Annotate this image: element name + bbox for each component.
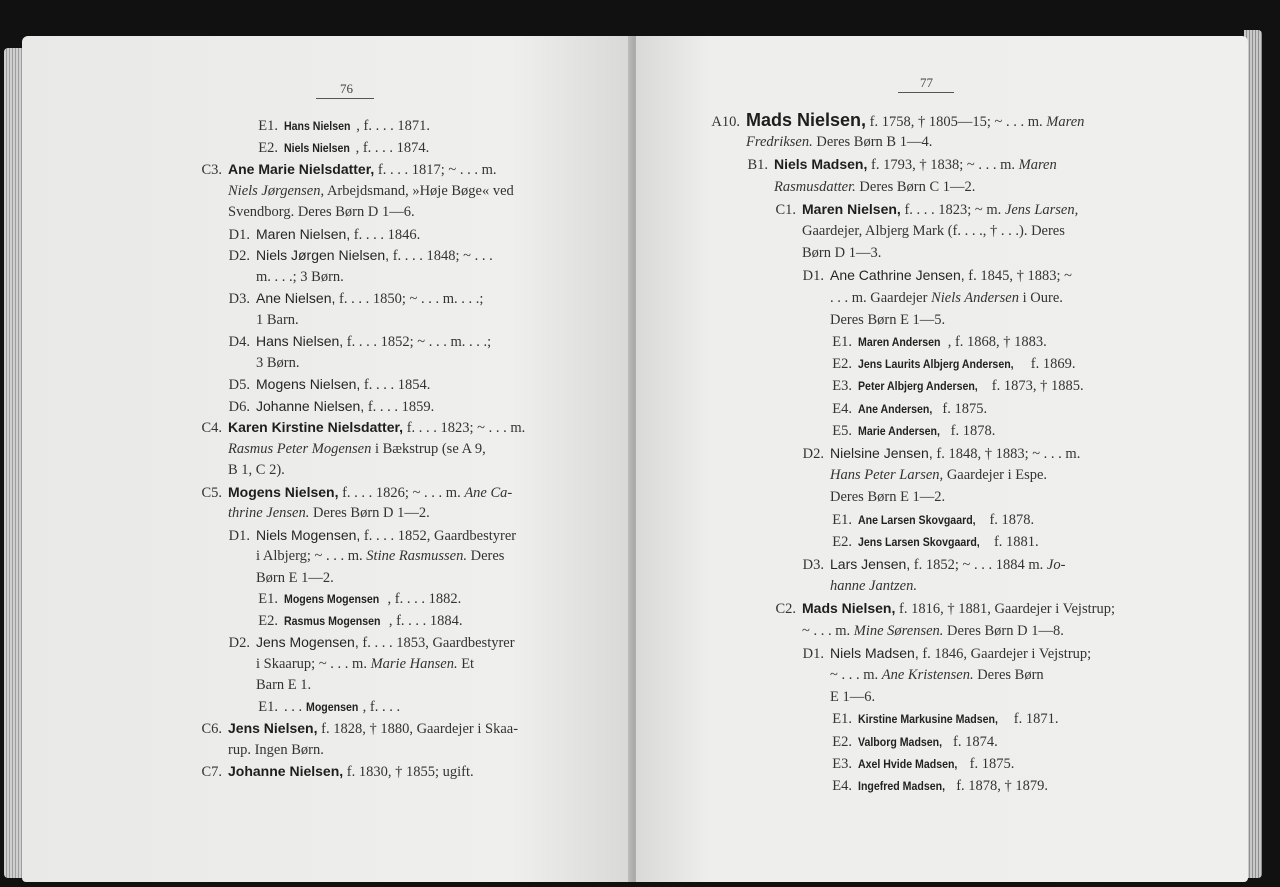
entry-line (192, 159, 497, 180)
person-name: Jens Laurits Albjerg Andersen, (858, 359, 1014, 372)
entry-label: E1. (832, 711, 852, 728)
entry-line (822, 399, 987, 420)
page-number-right: 77 (920, 75, 933, 90)
page-number-rule-right (898, 92, 954, 93)
person-name: Ane Cathrine Jensen, (830, 267, 965, 284)
entry-line (794, 265, 1072, 286)
person-name: Johanne Nielsen, (228, 763, 344, 779)
person-name: Hans Nielsen (284, 121, 351, 133)
person-name: Mogens Nielsen, (228, 483, 339, 500)
entry-text: Et (457, 655, 475, 672)
spouse-name: Hans Peter Larsen, (830, 467, 944, 484)
entry-text: f. . . . 1823; ~ . . . m. (403, 420, 526, 436)
entry-text: f. 1869. (1027, 356, 1076, 373)
book-edge-left (4, 48, 24, 878)
entry-continuation-line (228, 439, 486, 459)
entry-continuation-line (256, 675, 311, 695)
entry-line (822, 754, 1014, 775)
entry-text: f. . . . 1848; ~ . . . (389, 248, 493, 264)
entry-text: Gaardejer, Albjerg Mark (f. . . ., † . . .). Deres (802, 223, 1065, 239)
person-name: Peter Albjerg Andersen, (858, 381, 978, 394)
entry-line (248, 589, 461, 610)
entry-line (710, 110, 1084, 132)
left-page (22, 36, 634, 882)
entry-text: , f. 1868, † 1883. (947, 334, 1047, 350)
entry-label: E2. (832, 533, 852, 550)
entry-line (220, 245, 493, 266)
entry-label: E3. (832, 378, 852, 395)
entry-label: D2. (802, 446, 824, 462)
entry-label: A10. (711, 114, 740, 130)
entry-line (822, 421, 995, 442)
entry-text: . . . m. Gaardejer (830, 289, 932, 306)
entry-text: ~ . . . m. (802, 622, 854, 639)
entry-label: C3. (201, 162, 222, 178)
entry-line (248, 116, 430, 137)
entry-line (794, 443, 1080, 464)
entry-text: f. 1793, † 1838; ~ . . . m. (867, 157, 1019, 174)
entry-continuation-line (256, 310, 299, 330)
entry-text: f. 1873, † 1885. (988, 378, 1084, 395)
entry-line (766, 199, 1078, 220)
entry-label: D2. (228, 248, 250, 264)
entry-label: E5. (832, 422, 852, 439)
entry-text: f. 1830, † 1855; ugift. (343, 764, 474, 780)
entry-continuation-line (830, 665, 1044, 685)
entry-continuation-line (802, 243, 881, 263)
entry-line (822, 532, 1039, 553)
entry-text: f. 1881. (990, 533, 1039, 550)
person-name: Ingefred Madsen, (858, 781, 946, 793)
entry-text: i Oure. (1019, 289, 1063, 306)
entry-line (822, 732, 998, 753)
entry-text: f. 1878. (985, 511, 1035, 528)
entry-continuation-line (830, 487, 945, 507)
entry-continuation-line (256, 654, 474, 674)
entry-line (192, 718, 518, 739)
entry-text: , f. . . . 1884. (388, 612, 463, 629)
person-name: Maren Nielsen, (256, 225, 351, 242)
entry-continuation-line (802, 621, 1064, 641)
entry-line (220, 396, 434, 417)
person-name: Niels Mogensen, (256, 526, 361, 543)
entry-text: f. 1816, † 1881, Gaardejer i Vejstrup; (895, 601, 1115, 618)
entry-label: E1. (832, 511, 852, 528)
entry-continuation-line (228, 740, 324, 760)
entry-line (738, 154, 1057, 175)
person-name: Mogens Nielsen, (256, 376, 361, 392)
entry-text: Deres Børn C 1—2. (855, 178, 976, 195)
person-name: Niels Nielsen (284, 142, 350, 155)
entry-text: E 1—6. (830, 689, 876, 706)
entry-continuation-line (256, 353, 300, 373)
spouse-name: Rasmusdatter. (774, 178, 856, 195)
person-name: Jens Mogensen, (256, 634, 359, 650)
entry-label: C4. (201, 420, 222, 436)
entry-text: f. . . . 1850; ~ . . . m. . . .; (335, 291, 484, 307)
spouse-name: Ane Ca- (464, 484, 513, 501)
entry-text: f. . . . 1853, Gaardbestyrer (358, 635, 515, 651)
spouse-name: Jo- (1046, 557, 1066, 573)
entry-continuation-line (802, 221, 1065, 241)
entry-line (220, 331, 491, 352)
entry-text: f. . . . 1852, Gaardbestyrer (360, 527, 517, 544)
entry-continuation-line (830, 288, 1063, 308)
spouse-name: thrine Jensen. (228, 505, 310, 521)
entry-line (192, 482, 512, 503)
entry-text: , Arbejdsmand, »Høje Bøge« ved (320, 182, 514, 199)
entry-label: E4. (832, 778, 852, 794)
entry-label: E4. (832, 400, 852, 417)
spouse-name: Fredriksen. (746, 134, 813, 151)
entry-continuation-line (774, 177, 975, 197)
entry-text: ~ . . . m. (830, 667, 882, 683)
entry-line (822, 510, 1034, 531)
person-name: Karen Kirstine Nielsdatter, (228, 419, 404, 435)
entry-text: f. 1874. (949, 733, 998, 750)
entry-label: D6. (228, 398, 250, 415)
entry-text: f. . . . 1859. (364, 398, 435, 415)
entry-text: f. . . . 1817; ~ . . . m. (374, 162, 497, 178)
entry-text: Deres Børn D 1—2. (309, 505, 430, 521)
entry-text: f. 1871. (1010, 711, 1059, 728)
entry-text: f. 1878. (947, 422, 996, 439)
page-number-rule-left (316, 98, 374, 99)
person-name: Johanne Nielsen, (256, 397, 365, 414)
entry-label: C6. (201, 721, 222, 737)
person-name: Mogens Mogensen (284, 594, 380, 606)
entry-label: D1. (228, 226, 250, 243)
person-name: Mogensen (305, 701, 359, 714)
person-name: Ane Marie Nielsdatter, (228, 161, 375, 177)
entry-text: f. 1878, † 1879. (952, 778, 1049, 794)
entry-label: E2. (258, 139, 278, 156)
entry-label: D2. (228, 635, 250, 651)
entry-text: m. . . .; 3 Børn. (256, 268, 344, 285)
entry-text: Barn E 1. (256, 677, 312, 693)
entry-line (248, 611, 463, 632)
person-name: Mads Nielsen, (746, 110, 867, 130)
entry-text: i Albjerg; ~ . . . m. (256, 548, 367, 564)
entry-text: , f. . . . 1882. (387, 591, 462, 607)
entry-line (220, 288, 483, 309)
entry-line (220, 224, 420, 245)
person-name: Valborg Madsen, (858, 736, 943, 749)
entry-line (248, 138, 429, 159)
entry-continuation-line (256, 267, 344, 287)
person-name: Rasmus Mogensen (284, 615, 381, 628)
person-name: Lars Jensen, (830, 556, 911, 572)
entry-text: Deres Børn E 1—2. (830, 489, 946, 506)
entry-label: D1. (802, 268, 824, 285)
entry-line (192, 417, 525, 438)
entry-line (220, 525, 516, 546)
entry-text: Deres Børn (973, 667, 1044, 683)
person-name: Hans Nielsen, (256, 333, 344, 349)
spouse-name: Marie Hansen. (370, 655, 458, 672)
entry-text: f. 1875. (938, 400, 988, 417)
entry-label: E2. (832, 733, 852, 750)
person-name: Ane Nielsen, (256, 290, 336, 306)
person-name: Ane Larsen Skovgaard, (858, 514, 976, 527)
entry-text: f. . . . 1846. (350, 226, 421, 243)
entry-label: D3. (228, 291, 250, 307)
entry-text: f. 1848, † 1883; ~ . . . m. (932, 446, 1081, 462)
entry-label: C1. (775, 201, 796, 218)
entry-label: E1. (258, 698, 278, 715)
spouse-name: Maren (1046, 114, 1085, 130)
person-name: Axel Hvide Madsen, (858, 758, 958, 771)
entry-continuation-line (228, 503, 430, 523)
entry-text: Svendborg. Deres Børn D 1—6. (228, 204, 415, 220)
entry-line (822, 332, 1047, 353)
entry-label: C5. (201, 484, 222, 501)
entry-continuation-line (830, 310, 945, 330)
entry-text: f. 1875. (966, 755, 1015, 772)
entry-continuation-line (256, 546, 504, 566)
entry-line (220, 632, 515, 653)
entry-text: f. 1828, † 1880, Gaardejer i Skaa- (317, 721, 519, 737)
entry-line (794, 643, 1091, 664)
spouse-name: Niels Andersen (931, 289, 1019, 306)
spouse-name: Maren (1018, 157, 1057, 174)
person-name: Maren Nielsen, (802, 200, 901, 217)
entry-label: C2. (775, 601, 796, 618)
entry-text: f. . . . 1852; ~ . . . m. . . .; (343, 334, 492, 350)
spouse-name: Rasmus Peter Mogensen (228, 440, 372, 457)
entry-label: E1. (258, 591, 278, 607)
entry-label: E1. (832, 334, 852, 350)
page-number-left: 76 (340, 81, 353, 96)
person-name: Nielsine Jensen, (830, 445, 933, 461)
person-name: Mads Nielsen, (802, 600, 896, 617)
entry-continuation-line (830, 465, 1047, 485)
entry-line (248, 697, 400, 718)
entry-line (822, 776, 1048, 797)
entry-continuation-line (228, 202, 415, 222)
entry-label: D5. (228, 377, 250, 393)
entry-text: Deres Børn E 1—5. (830, 311, 946, 328)
entry-text: Deres Børn B 1—4. (812, 134, 933, 151)
entry-text: f. 1845, † 1883; ~ (964, 268, 1072, 285)
entry-text: , f. . . . (362, 698, 401, 715)
person-name: Marie Andersen, (858, 425, 940, 438)
person-name: Maren Andersen (858, 337, 941, 349)
entry-text: f. 1758, † 1805—15; ~ . . . m. (866, 114, 1047, 130)
entry-text: f. 1852; ~ . . . 1884 m. (910, 557, 1047, 573)
person-name: Niels Madsen, (774, 156, 868, 173)
entry-text: , f. . . . 1874. (355, 139, 430, 156)
entry-continuation-line (830, 576, 917, 596)
person-name: Niels Madsen, (830, 644, 919, 661)
entry-text: Gaardejer i Espe. (943, 467, 1048, 484)
entry-text: 3 Børn. (256, 354, 300, 371)
entry-continuation-line (746, 132, 932, 152)
entry-label: E2. (258, 612, 278, 629)
person-name: Ane Andersen, (858, 403, 933, 416)
entry-label: D1. (802, 645, 824, 662)
entry-label: C7. (201, 764, 222, 780)
spouse-name: Ane Kristensen. (881, 667, 974, 683)
entry-label: D3. (802, 557, 824, 573)
entry-text: i Bækstrup (se A 9, (371, 440, 486, 457)
entry-text: rup. Ingen Børn. (228, 741, 324, 758)
person-name: Niels Jørgen Nielsen, (256, 247, 390, 263)
person-name: Jens Nielsen, (228, 720, 318, 736)
entry-text: Deres (466, 548, 505, 564)
entry-continuation-line (228, 460, 285, 480)
entry-label: B1. (747, 157, 768, 174)
entry-line (766, 598, 1115, 619)
entry-label: E3. (832, 755, 852, 772)
entry-text: Børn D 1—3. (802, 245, 882, 262)
entry-continuation-line (228, 181, 514, 201)
entry-text: . . . (284, 698, 306, 715)
entry-text: B 1, C 2). (228, 462, 285, 478)
entry-continuation-line (256, 568, 334, 588)
entry-text: Deres Børn D 1—8. (943, 622, 1064, 639)
entry-line (794, 554, 1065, 575)
spouse-name: Jens Larsen, (1004, 201, 1079, 218)
entry-text: Børn E 1—2. (256, 569, 334, 586)
entry-label: E2. (832, 356, 852, 373)
entry-line (192, 761, 474, 782)
spouse-name: Niels Jørgensen (228, 182, 321, 199)
person-name: Kirstine Markusine Madsen, (858, 714, 998, 727)
spouse-name: Mine Sørensen. (853, 622, 944, 639)
entry-line (822, 376, 1084, 397)
entry-label: D4. (228, 334, 250, 350)
person-name: Jens Larsen Skovgaard, (858, 536, 980, 549)
entry-label: D1. (228, 527, 250, 544)
entry-text: i Skaarup; ~ . . . m. (256, 655, 371, 672)
spouse-name: Stine Rasmussen. (366, 548, 467, 564)
entry-text: f. . . . 1826; ~ . . . m. (338, 484, 465, 501)
entry-continuation-line (830, 687, 875, 707)
entry-text: f. . . . 1854. (360, 377, 431, 393)
entry-line (822, 354, 1075, 375)
entry-text: 1 Barn. (256, 311, 299, 328)
entry-text: f. 1846, Gaardejer i Vejstrup; (918, 645, 1092, 662)
entry-label: E1. (258, 118, 278, 134)
entry-line (220, 374, 430, 395)
spouse-name: hanne Jantzen. (830, 578, 917, 595)
entry-text: f. . . . 1823; ~ m. (900, 201, 1005, 218)
right-page (636, 36, 1248, 882)
entry-text: , f. . . . 1871. (356, 118, 430, 134)
entry-line (822, 709, 1058, 730)
